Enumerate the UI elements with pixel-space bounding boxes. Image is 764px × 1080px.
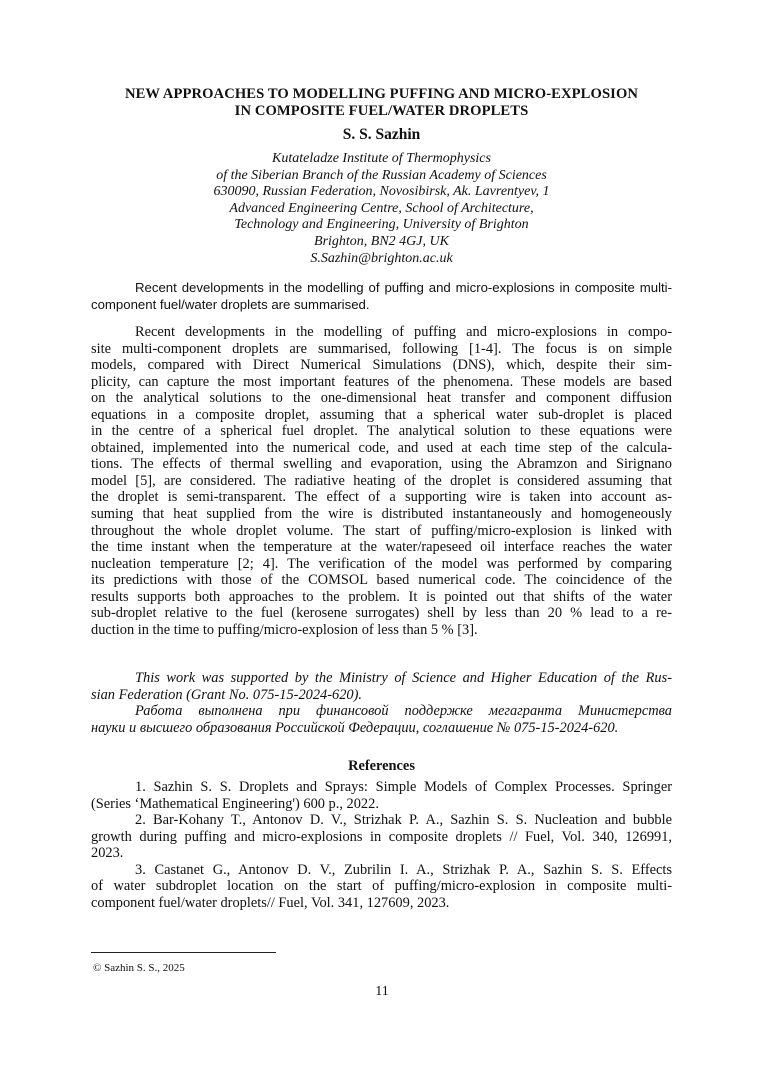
abstract-line: Recent developments in the modelling of puffing and micro-explosions in composite multi- xyxy=(135,280,672,295)
title-line: NEW APPROACHES TO MODELLING PUFFING AND MICRO-EXPLOSION xyxy=(124,86,639,102)
reference-line: of water subdroplet location on the start of puffing/micro-explosion in composite multi- xyxy=(91,878,672,895)
body-line: its predictions with those of the COMSOL based numerical code. The coincidence of the xyxy=(91,572,672,589)
acknowledgement-ru-line: Работа выполнена при финансовой поддержке мегагранта Министерства xyxy=(135,703,672,719)
body-line: the time instant when the temperature at the water/rapeseed oil interface reaches the water xyxy=(91,539,672,556)
body-line: equations in a composite droplet, assuming that a spherical water sub-droplet is placed xyxy=(91,406,672,423)
affiliation-block xyxy=(91,151,672,267)
abstract-line: component fuel/water droplets are summarised. xyxy=(91,297,370,312)
body-line: site multi-component droplets are summarised, following [1-4]. The focus is on simple xyxy=(91,340,672,357)
body-line: in the centre of a spherical fuel droplet. The analytical solution to these equations were xyxy=(91,423,672,440)
reference-line: 3. Castanet G., Antonov D. V., Zubrilin I. A., Strizhak P. A., Sazhin S. S. Effects xyxy=(135,861,672,878)
reference-line: growth during puffing and micro-explosions in composite droplets // Fuel, Vol. 340, 126991, xyxy=(91,828,672,845)
reference-item xyxy=(91,779,672,812)
footnote-divider xyxy=(91,952,276,953)
body-line: results supports both approaches to the problem. It is pointed out that shifts of the water xyxy=(91,588,672,605)
body-line: plicity, can capture the most important features of the phenomena. These models are based xyxy=(91,373,672,390)
copyright-footnote: © Sazhin S. S., 2025 xyxy=(93,962,185,974)
affiliation-line: 630090, Russian Federation, Novosibirsk, Ak. Lavrentyev, 1 xyxy=(213,184,550,200)
acknowledgement-en-line: This work was supported by the Ministry of Science and Higher Education of the Rus- xyxy=(135,670,672,686)
body-line: nucleation temperature [2; 4]. The verification of the model was performed by comparing xyxy=(91,555,672,572)
acknowledgement xyxy=(91,670,672,736)
references-heading: References xyxy=(348,758,415,774)
reference-line: (Series ‘Mathematical Engineering') 600 p., 2022. xyxy=(91,795,379,812)
acknowledgement-ru-line: науки и высшего образования Российской Федерации, соглашение № 075-15-2024-620. xyxy=(91,719,619,736)
body-line: suming that heat supplied from the wire is distributed instantaneously and homogeneously xyxy=(91,506,672,523)
body-line: duction in the time to puffing/micro-explosion of less than 5 % [3]. xyxy=(91,621,478,638)
reference-item xyxy=(91,812,672,862)
body-line: the droplet is semi-transparent. The effect of a supporting wire is taken into account as- xyxy=(91,489,672,506)
body-line: model [5], are considered. The radiative heating of the droplet is considered assuming that xyxy=(91,472,672,489)
body-line: on the analytical solutions to the one-dimensional heat transfer and component diffusion xyxy=(91,390,672,407)
body-line: models, compared with Direct Numerical Simulations (DNS), which, despite their sim- xyxy=(91,357,672,374)
references-list xyxy=(91,779,672,911)
page-number: 11 xyxy=(375,984,389,999)
reference-line: component fuel/water droplets// Fuel, Vol. 341, 127609, 2023. xyxy=(91,894,450,911)
body-line: tions. The effects of thermal swelling and evaporation, using the Abramzon and Sirignano xyxy=(91,456,672,473)
reference-item xyxy=(91,862,672,912)
affiliation-line: Brighton, BN2 4GJ, UK xyxy=(314,233,449,249)
affiliation-line: of the Siberian Branch of the Russian Academy of Sciences xyxy=(216,167,547,183)
reference-line: 2. Bar-Kohany T., Antonov D. V., Strizhak P. A., Sazhin S. S. Nucleation and bubble xyxy=(135,812,672,829)
body-line: throughout the whole droplet volume. The start of puffing/micro-explosion is linked with xyxy=(91,522,672,539)
body-paragraph xyxy=(91,324,672,638)
reference-line: 1. Sazhin S. S. Droplets and Sprays: Simple Models of Complex Processes. Springer xyxy=(135,779,672,795)
author-name: S. S. Sazhin xyxy=(342,126,421,143)
body-line: obtained, implemented into the numerical code, and used at each time step of the calcula- xyxy=(91,439,672,456)
author-email: S.Sazhin@brighton.ac.uk xyxy=(310,250,453,266)
affiliation-line: Advanced Engineering Centre, School of Architecture, xyxy=(229,200,534,216)
acknowledgement-en-line: sian Federation (Grant No. 075-15-2024-620). xyxy=(91,686,362,703)
paper-title xyxy=(91,86,672,120)
abstract xyxy=(91,279,672,313)
body-line: sub-droplet relative to the fuel (kerosene surrogates) shell by less than 20 % lead to a re- xyxy=(91,605,672,622)
reference-line: 2023. xyxy=(91,845,124,862)
affiliation-line: Kutateladze Institute of Thermophysics xyxy=(272,151,491,166)
title-line: IN COMPOSITE FUEL/WATER DROPLETS xyxy=(234,103,529,119)
body-line: Recent developments in the modelling of puffing and micro-explosions in compo- xyxy=(135,324,672,340)
affiliation-line: Technology and Engineering, University of Brighton xyxy=(234,217,529,233)
